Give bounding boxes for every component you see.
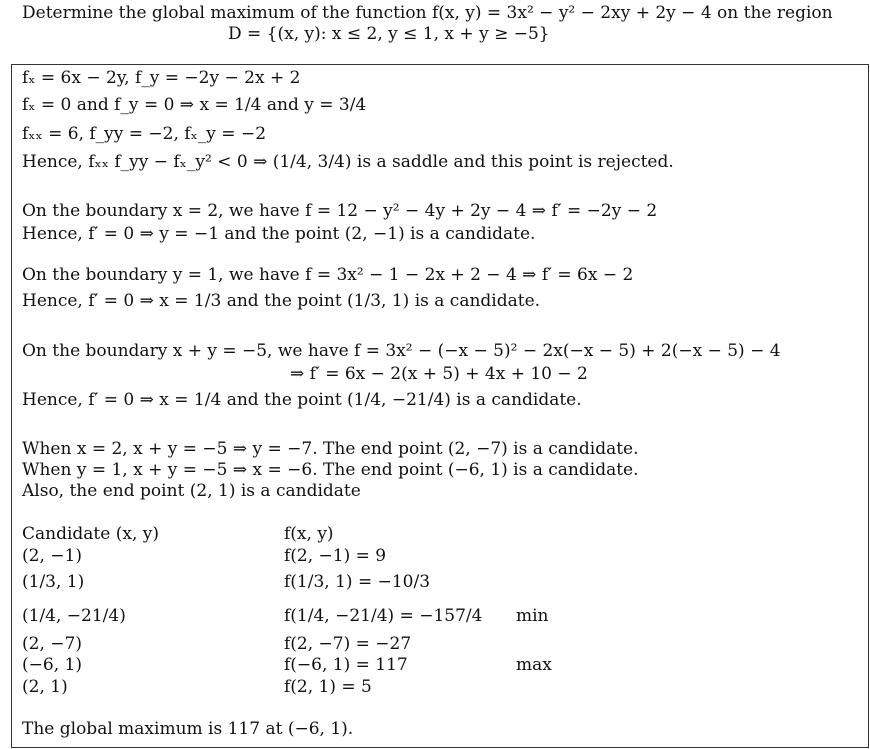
- table-header-candidate: Candidate (x, y): [22, 524, 159, 544]
- boundary-y-candidate: Hence, f′ = 0 ⇒ x = 1/3 and the point (1/3, 1) is a candidate.: [22, 291, 541, 311]
- table-row-point: (2, 1): [22, 677, 68, 697]
- region-definition: D = {(x, y): x ≤ 2, y ≤ 1, x + y ≥ −5}: [228, 24, 550, 44]
- table-row-value: f(2, −7) = −27: [284, 634, 412, 654]
- endpoint-2: When y = 1, x + y = −5 ⇒ x = −6. The end point (−6, 1) is a candidate.: [22, 460, 639, 480]
- boundary-y-equation: On the boundary y = 1, we have f = 3x² − 1 − 2x + 2 − 4 ⇒ f′ = 6x − 2: [22, 265, 634, 285]
- table-row-value: f(2, −1) = 9: [284, 546, 387, 566]
- boundary-x-candidate: Hence, f′ = 0 ⇒ y = −1 and the point (2, −1) is a candidate.: [22, 224, 536, 244]
- boundary-xy-derivative: ⇒ f′ = 6x − 2(x + 5) + 4x + 10 − 2: [290, 364, 588, 384]
- max-label: max: [516, 655, 552, 675]
- boundary-xy-candidate: Hence, f′ = 0 ⇒ x = 1/4 and the point (1/4, −21/4) is a candidate.: [22, 390, 582, 410]
- second-derivatives: fₓₓ = 6, f_yy = −2, fₓ_y = −2: [22, 124, 267, 144]
- table-row-value: f(2, 1) = 5: [284, 677, 372, 697]
- problem-statement: Determine the global maximum of the function f(x, y) = 3x² − y² − 2xy + 2y − 4 on the region: [22, 3, 833, 23]
- endpoint-1: When x = 2, x + y = −5 ⇒ y = −7. The end point (2, −7) is a candidate.: [22, 439, 639, 459]
- partial-derivatives: fₓ = 6x − 2y, f_y = −2y − 2x + 2: [22, 68, 301, 88]
- critical-point-equation: fₓ = 0 and f_y = 0 ⇒ x = 1/4 and y = 3/4: [22, 95, 367, 115]
- table-row-value: f(1/3, 1) = −10/3: [284, 572, 431, 592]
- conclusion: The global maximum is 117 at (−6, 1).: [22, 719, 354, 739]
- endpoint-3: Also, the end point (2, 1) is a candidate: [22, 481, 361, 501]
- saddle-test: Hence, fₓₓ f_yy − fₓ_y² < 0 ⇒ (1/4, 3/4) is a saddle and this point is rejected.: [22, 152, 674, 172]
- min-label: min: [516, 606, 549, 626]
- table-header-value: f(x, y): [284, 524, 334, 544]
- table-row-point: (1/4, −21/4): [22, 606, 126, 626]
- table-row-point: (2, −1): [22, 546, 82, 566]
- table-row-point: (2, −7): [22, 634, 82, 654]
- table-row-value: f(1/4, −21/4) = −157/4: [284, 606, 483, 626]
- boundary-x-equation: On the boundary x = 2, we have f = 12 − y² − 4y + 2y − 4 ⇒ f′ = −2y − 2: [22, 201, 658, 221]
- boundary-xy-equation: On the boundary x + y = −5, we have f = 3x² − (−x − 5)² − 2x(−x − 5) + 2(−x − 5) − 4: [22, 341, 781, 361]
- table-row-value: f(−6, 1) = 117: [284, 655, 408, 675]
- table-row-point: (−6, 1): [22, 655, 82, 675]
- table-row-point: (1/3, 1): [22, 572, 85, 592]
